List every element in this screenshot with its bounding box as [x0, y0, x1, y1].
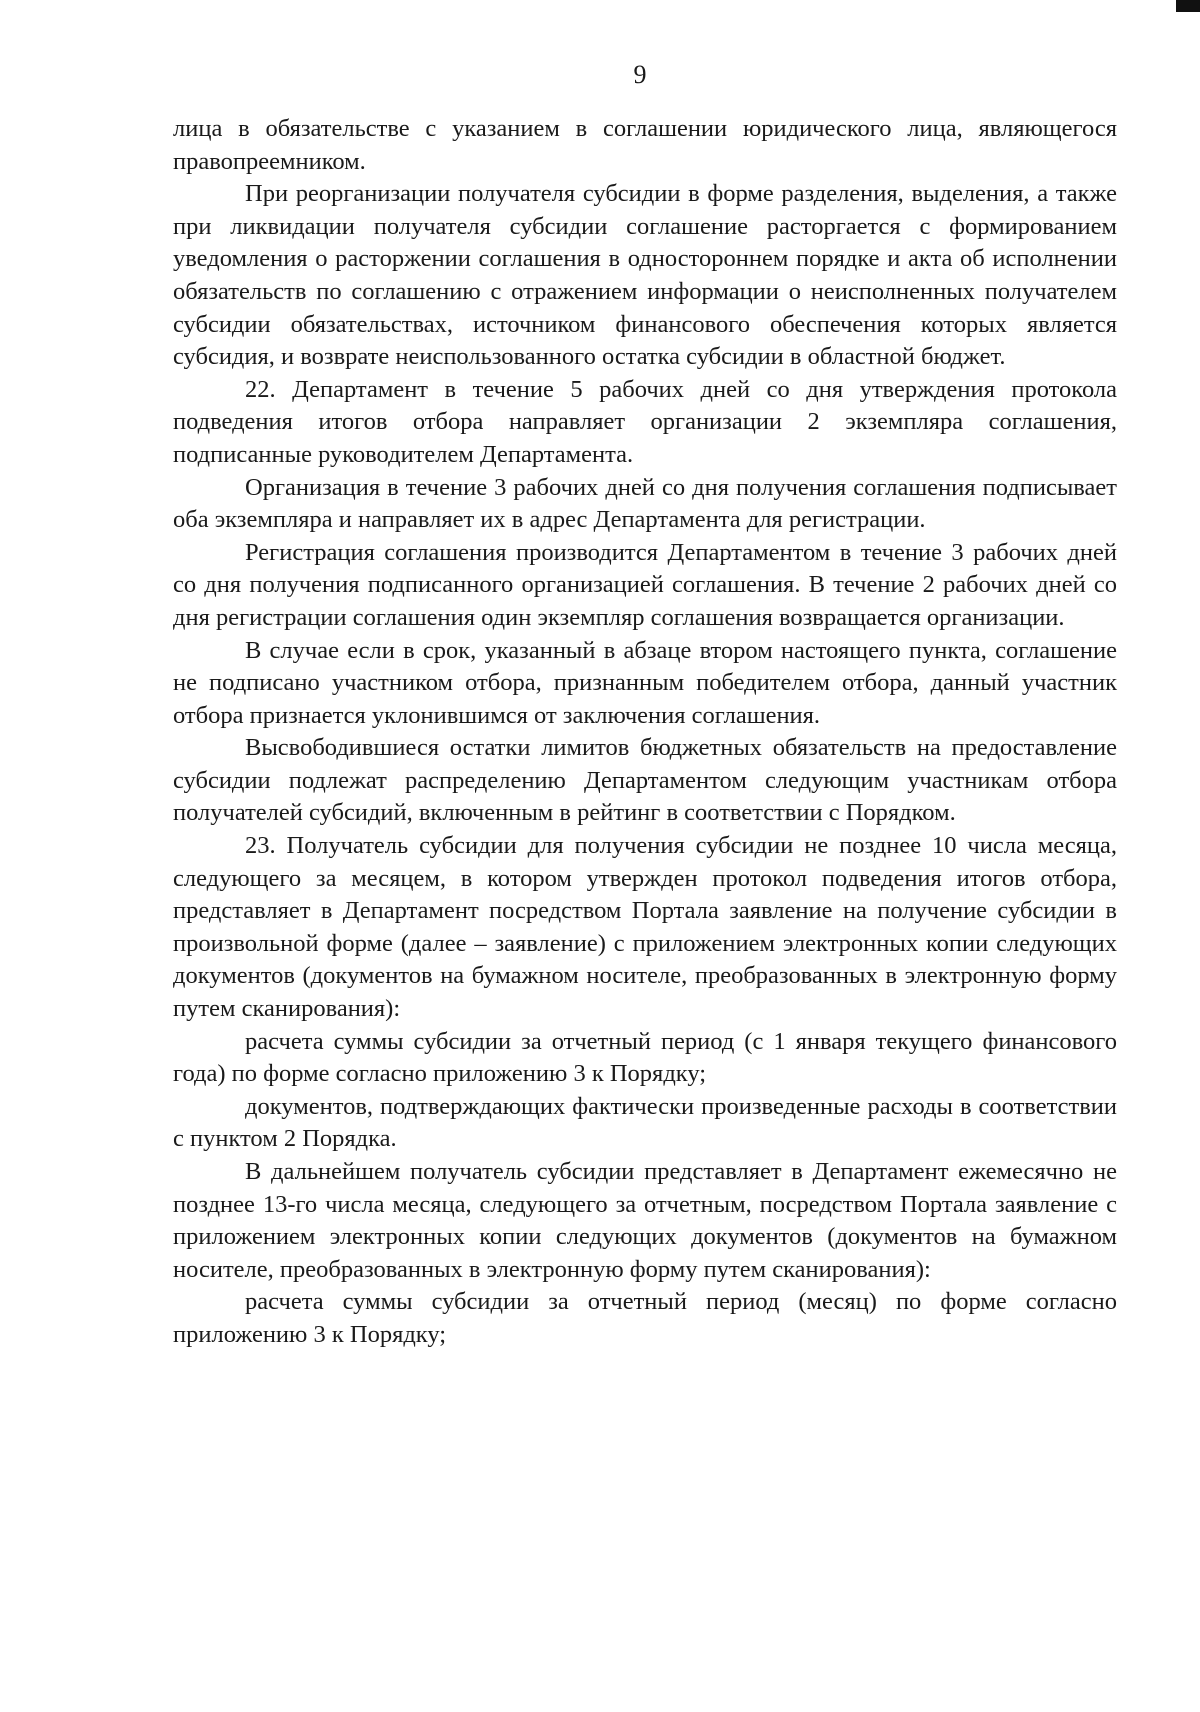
paragraph-registration: Регистрация соглашения производится Департаментом в течение 3 рабочих дней со дня получения подписанного организацией соглашения. В течение 2 рабочих дней со дня регистрации соглашения один экземпляр соглашения возвращается организации.: [173, 538, 1117, 631]
paragraph-reorganization: При реорганизации получателя субсидии в форме разделения, выделения, а также при ликвидации получателя субсидии соглашение расторгается с формированием уведомления о расторжении соглашения в одностороннем порядке и акта об исполнении обязательств по соглашению с отражением информации о неисполненных получателем субсидии обязательствах, источником финансового обеспечения которых является субсидия, и возврате неиспользованного остатка субсидии в областной бюджет.: [173, 180, 1117, 371]
paragraph-item-22: 22. Департамент в течение 5 рабочих дней со дня утверждения протокола подведения итогов отбора направляет организации 2 экземпляра соглашения, подписанные руководителем Департамента.: [173, 375, 1117, 468]
scan-edge-mark: [1176, 0, 1200, 12]
paragraph-item-23: 23. Получатель субсидии для получения субсидии не позднее 10 числа месяца, следующего за месяцем, в котором утвержден протокол подведения итогов отбора, представляет в Департамент посредством Портала заявление на получение субсидии в произвольной форме (далее – заявление) с приложением электронных копии следующих документов (документов на бумажном носителе, преобразованных в электронную форму путем сканирования):: [173, 832, 1117, 1023]
document-body: [173, 113, 1117, 1352]
paragraph-monthly-submission: В дальнейшем получатель субсидии представляет в Департамент ежемесячно не позднее 13-го числа месяца, следующего за отчетным, посредством Портала заявление с приложением электронных копии следующих документов (документов на бумажном носителе, преобразованных в электронную форму путем сканирования):: [173, 1158, 1117, 1283]
paragraph-continuation: лица в обязательстве с указанием в соглашении юридического лица, являющегося правопреемником.: [173, 115, 1117, 175]
list-item-calculation-monthly: расчета суммы субсидии за отчетный период (месяц) по форме согласно приложению 3 к Порядку;: [173, 1288, 1117, 1348]
paragraph-evasion: В случае если в срок, указанный в абзаце втором настоящего пункта, соглашение не подписано участником отбора, признанным победителем отбора, данный участник отбора признается уклонившимся от заключения соглашения.: [173, 636, 1117, 729]
page-number: 9: [633, 60, 647, 89]
paragraph-released-limits: Высвободившиеся остатки лимитов бюджетных обязательств на предоставление субсидии подлежат распределению Департаментом следующим участникам отбора получателей субсидий, включенным в рейтинг в соответствии с Порядком.: [173, 734, 1117, 827]
list-item-expense-documents: документов, подтверждающих фактически произведенные расходы в соответствии с пунктом 2 Порядка.: [173, 1092, 1117, 1153]
list-item-calculation-annual: расчета суммы субсидии за отчетный период (с 1 января текущего финансового года) по форме согласно приложению 3 к Порядку;: [173, 1027, 1117, 1088]
paragraph-organization-signs: Организация в течение 3 рабочих дней со дня получения соглашения подписывает оба экземпляра и направляет их в адрес Департамента для регистрации.: [173, 473, 1117, 534]
